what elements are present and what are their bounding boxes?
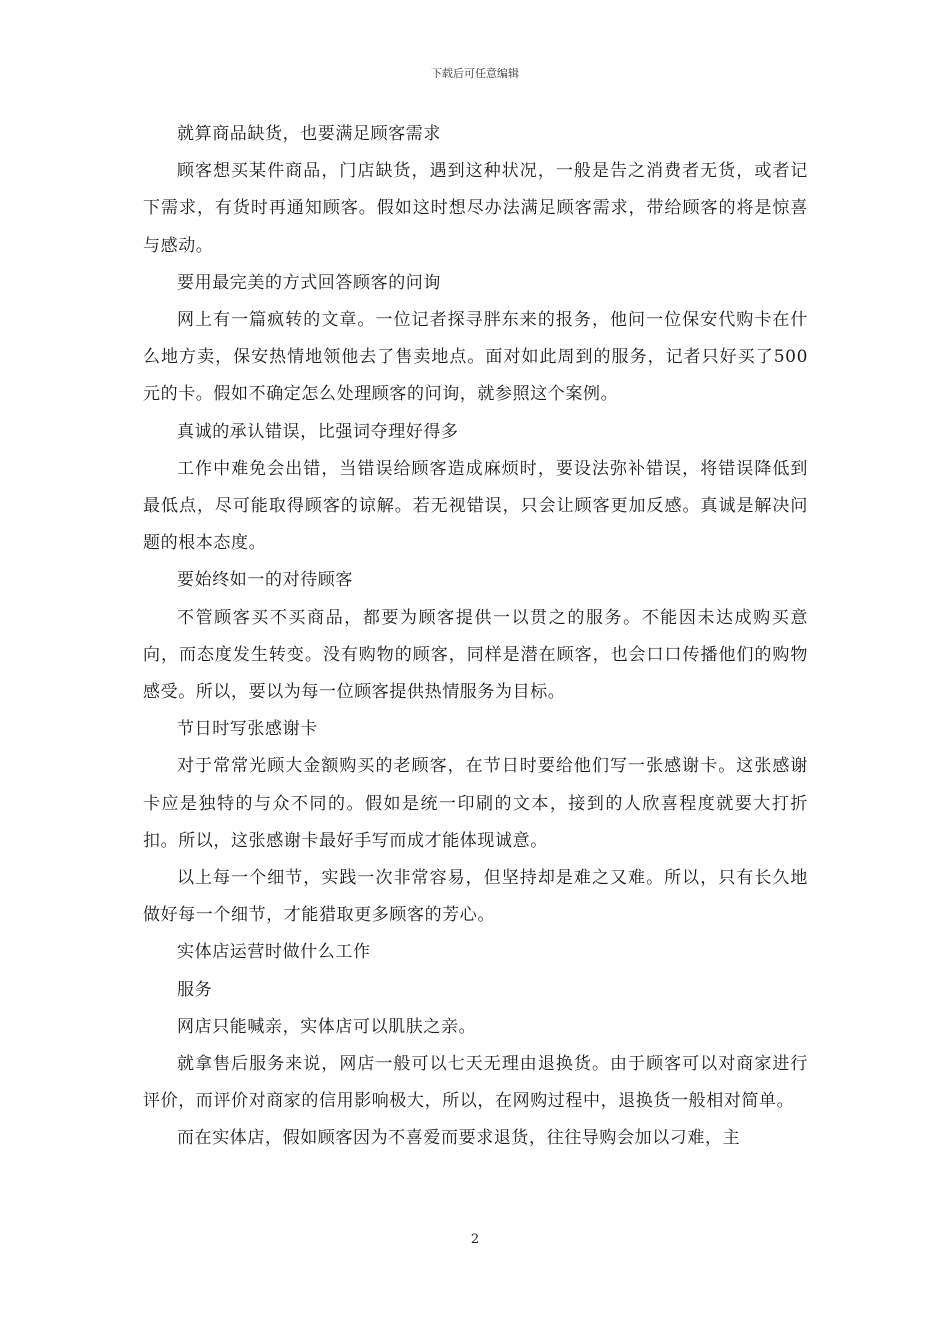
paragraph: 网上有一篇疯转的文章。一位记者探寻胖东来的报务，他问一位保安代购卡在什么地方卖，保安热情地领他去了售卖地点。面对如此周到的服务，记者只好买了500元的卡。假如不确定怎么处理顾客的问询，就参照这个案例。 [143, 310, 808, 405]
paragraph: 顾客想买某件商品，门店缺货，遇到这种状况，一般是告之消费者无货，或者记下需求，有货时再通知顾客。假如这时想尽办法满足顾客需求，带给顾客的将是惊喜与感动。 [143, 161, 808, 256]
paragraph-heading: 节日时写张感谢卡 [177, 719, 318, 740]
paragraph-heading: 实体店运营时做什么工作 [177, 942, 371, 963]
paragraph-heading: 要始终如一的对待顾客 [177, 570, 353, 591]
document-body [143, 116, 808, 1158]
paragraph-heading: 要用最完美的方式回答顾客的问询 [177, 272, 441, 293]
page-header: 下载后可任意编辑 [431, 67, 519, 80]
paragraph-heading: 服务 [177, 979, 213, 1000]
paragraph: 工作中难免会出错，当错误给顾客造成麻烦时，要设法弥补错误，将错误降低到最低点，尽可能取得顾客的谅解。若无视错误，只会让顾客更加反感。真诚是解决问题的根本态度。 [143, 458, 808, 554]
paragraph: 不管顾客买不买商品，都要为顾客提供一以贯之的服务。不能因未达成购买意向，而态度发生转变。没有购物的顾客，同样是潜在顾客，也会口口传播他们的购物感受。所以，要以为每一位顾客提供热情服务为目标。 [143, 607, 808, 703]
page-number: 2 [470, 1232, 480, 1247]
paragraph: 而在实体店，假如顾客因为不喜爱而要求退货，往往导购会加以刁难，主 [177, 1128, 741, 1149]
paragraph-heading: 真诚的承认错误，比强词夺理好得多 [177, 421, 459, 442]
paragraph: 以上每一个细节，实践一次非常容易，但坚持却是难之又难。所以，只有长久地做好每一个细节，才能猎取更多顾客的芳心。 [143, 868, 808, 926]
paragraph: 网店只能喊亲，实体店可以肌肤之亲。 [177, 1016, 477, 1037]
paragraph-heading: 就算商品缺货，也要满足顾客需求 [177, 124, 441, 144]
paragraph: 就拿售后服务来说，网店一般可以七天无理由退换货。由于顾客可以对商家进行评价，而评价对商家的信用影响极大，所以，在网购过程中，退换货一般相对简单。 [143, 1054, 808, 1112]
paragraph: 对于常常光顾大金额购买的老顾客，在节日时要给他们写一张感谢卡。这张感谢卡应是独特的与众不同的。假如是统一印刷的文本，接到的人欣喜程度就要大打折扣。所以，这张感谢卡最好手写而成才能体现诚意。 [143, 756, 808, 851]
